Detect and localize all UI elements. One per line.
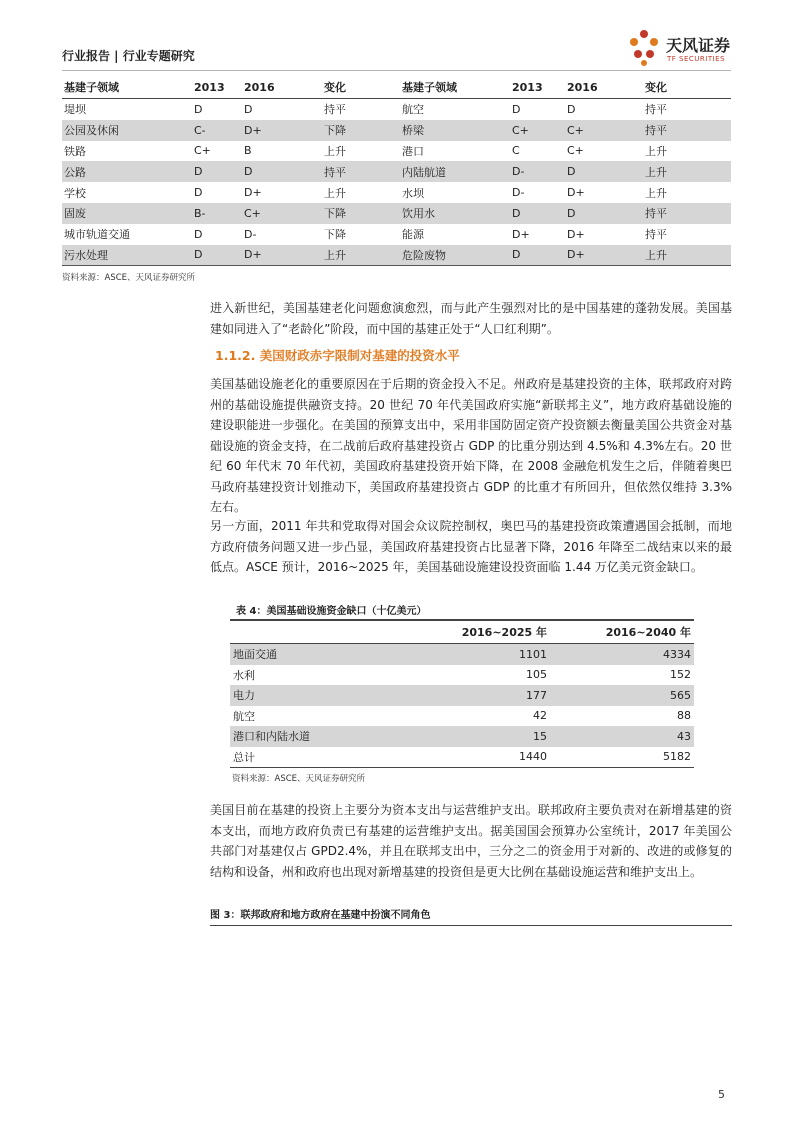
table-row [230, 644, 694, 665]
table-cell: C+ [567, 144, 584, 158]
table-cell: 地面交通 [230, 644, 406, 665]
section-title: 1.1.2. 美国财政赤字限制对基建的投资水平 [215, 348, 460, 363]
table-cell: 港口和内陆水道 [230, 726, 406, 747]
report-header-title: 行业报告 | 行业专题研究 [62, 49, 195, 63]
table-cell: D [194, 245, 244, 266]
table-cell: C+ [567, 120, 645, 141]
header-cell: 2013 [512, 76, 567, 99]
table-cell: 105 [526, 668, 547, 682]
figure3-caption: 图 3：联邦政府和地方政府在基建中扮演不同角色 [210, 906, 732, 926]
table-cell: C- [194, 120, 244, 141]
table-cell: 饮用水 [402, 203, 512, 224]
table-cell: 持平 [645, 103, 667, 117]
infrastructure-grade-table [62, 76, 731, 266]
table-cell: 学校 [64, 186, 86, 200]
table-row [62, 224, 731, 245]
table-cell: D [567, 161, 645, 182]
table-cell: 177 [406, 685, 550, 706]
table-cell: C+ [194, 144, 211, 158]
table-cell: B- [194, 203, 244, 224]
table-cell: 堤坝 [64, 103, 86, 117]
logo-text: 天风证券 [666, 36, 731, 55]
table-cell: 上升 [324, 186, 346, 200]
table-cell: 下降 [324, 120, 402, 141]
table-cell: 固废 [62, 203, 194, 224]
table-cell: 上升 [324, 245, 402, 266]
table-cell: D [194, 186, 203, 200]
table-cell: 上升 [645, 161, 731, 182]
table-cell: D+ [512, 227, 530, 241]
table-cell: B [244, 144, 252, 158]
header-cell: 2016~2040 年 [550, 620, 694, 644]
paragraph-intro: 进入新世纪，美国基建老化问题愈演愈烈，而与此产生强烈对比的是中国基建的蓬勃发展。美国基建如同进入了“老龄化”阶段，而中国的基建正处于“人口红利期”。 [210, 301, 732, 336]
table-cell: D [567, 102, 576, 116]
table-cell: 持平 [645, 120, 731, 141]
table-cell: 持平 [324, 103, 346, 117]
table-cell: 铁路 [64, 144, 86, 158]
header-cell: 基建子领域 [402, 76, 512, 99]
table-row [230, 685, 694, 706]
table-cell: D [567, 203, 645, 224]
table-cell: D [244, 161, 324, 182]
header-cell [230, 620, 406, 644]
table-cell: 42 [533, 709, 547, 723]
header-cell: 基建子领域 [62, 76, 194, 99]
table-cell: 航空 [233, 709, 255, 723]
table-cell: D+ [244, 245, 324, 266]
table-cell: D [512, 203, 567, 224]
table-cell: 污水处理 [62, 245, 194, 266]
table-cell: D- [512, 186, 525, 200]
table-cell: 水坝 [402, 186, 424, 200]
table-row [62, 203, 731, 224]
table-row [62, 245, 731, 266]
table-cell: 桥梁 [402, 120, 512, 141]
table-header-row [62, 76, 731, 99]
table-cell: 城市轨道交通 [64, 228, 130, 242]
table-cell: 4334 [550, 644, 694, 665]
table-row [62, 99, 731, 120]
table-cell: 152 [670, 668, 691, 682]
table-cell: D+ [244, 120, 324, 141]
paragraph-spending: 美国目前在基建的投资上主要分为资本支出与运营维护支出。联邦政府主要负责对在新增基建的资本支出，而地方政府负责已有基建的运营维护支出。据美国国会预算办公室统计，2017 年美国公共部门对基建仅占 GPD2.4%，并且在联邦支出中，三分之二的资金用于对新的、改进的或修复的结构和设备，州和政府也出现对新增基建的投资但是更大比例在基础设施运营和维护支出上。 [210, 803, 732, 879]
table-row [62, 161, 731, 182]
paragraph-funding: 美国基础设施老化的重要原因在于后期的资金投入不足。州政府是基建投资的主体，联邦政府对跨州的基础设施提供融资支持。20 世纪 70 年代美国政府实施“新联邦主义”，地方政府基础设施的建设职能进一步强化。在美国的预算支出中，采用非国防固定资产投资额去衡量美国公共资金对基础设施的资金支持，在二战前后政府基建投资占 GDP 的比重分别达到 4.5%和 4.3%左右。20 世纪 60 年代末 70 年代初，美国政府基建投资开始下降，在 2008 金融危机发生之后，伴随着奥巴马政府基建投资计划推动下，美国政府基建投资占 GDP 的比重才有所回升，但依然仅维持 3.3%左右。 [210, 377, 732, 514]
table4-caption: 表 4：美国基础设施资金缺口（十亿美元） [236, 606, 427, 617]
table-cell: 上升 [645, 144, 667, 158]
table-cell: 上升 [645, 245, 731, 266]
table-cell: 上升 [324, 144, 346, 158]
header-cell: 2016~2025 年 [406, 620, 550, 644]
table-cell: 565 [550, 685, 694, 706]
header-divider [62, 70, 731, 71]
table-cell: 43 [550, 726, 694, 747]
table-row [62, 141, 731, 162]
table-cell: 航空 [402, 103, 424, 117]
table-cell: 持平 [324, 161, 402, 182]
header-cell: 2016 [244, 76, 324, 99]
table-cell: D+ [567, 245, 645, 266]
table-cell: C [512, 144, 520, 158]
table-cell: 水利 [233, 668, 255, 682]
header-cell: 变化 [645, 76, 731, 99]
table-cell: D [194, 102, 203, 116]
table-cell: C+ [244, 203, 324, 224]
logo-mark-icon [626, 28, 662, 68]
table-cell: 下降 [324, 228, 346, 242]
table-cell: D [194, 161, 244, 182]
table-cell: 5182 [550, 747, 694, 768]
header-cell: 变化 [324, 76, 402, 99]
table-row [230, 706, 694, 727]
table-cell: D- [244, 227, 257, 241]
paragraph-policy: 另一方面，2011 年共和党取得对国会众议院控制权，奥巴马的基建投资政策遭遇国会抵制，而地方政府债务问题又进一步凸显，美国政府基建投资占比显著下降，2016 年降至二战结束以来的最低点。ASCE 预计，2016~2025 年，美国基础设施建设投资面临 1.44 万亿美元资金缺口。 [210, 519, 732, 574]
table-cell: D+ [244, 186, 262, 200]
table-cell: 1440 [406, 747, 550, 768]
table-cell: 能源 [402, 228, 424, 242]
table-header-row [230, 620, 694, 644]
header-cell: 2016 [567, 76, 645, 99]
table-row [230, 726, 694, 747]
company-logo [626, 28, 736, 70]
table-cell: 持平 [645, 203, 731, 224]
table-cell: 公路 [62, 161, 194, 182]
table-cell: 公园及休闲 [62, 120, 194, 141]
table4-source-note: 资料来源：ASCE、天风证券研究所 [232, 774, 366, 784]
table-cell: D- [512, 161, 567, 182]
table-cell: 电力 [230, 685, 406, 706]
table-cell: 1101 [406, 644, 550, 665]
table-source-note: 资料来源：ASCE、天风证券研究所 [62, 273, 196, 283]
table-cell: 港口 [402, 144, 424, 158]
table-row [62, 182, 731, 203]
table-cell: D [244, 102, 253, 116]
table-cell: 内陆航道 [402, 161, 512, 182]
table-cell: 15 [406, 726, 550, 747]
table-cell: D [512, 102, 521, 116]
table-cell: 上升 [645, 186, 667, 200]
table-cell: 88 [677, 709, 691, 723]
table-row [230, 665, 694, 686]
logo-subtext: TF SECURITIES [667, 55, 726, 63]
table-cell: C+ [512, 120, 567, 141]
page-number: 5 [718, 1088, 725, 1101]
header-cell: 2013 [194, 76, 244, 99]
funding-gap-table [230, 619, 694, 768]
table-cell: 下降 [324, 203, 402, 224]
table-cell: D+ [567, 186, 585, 200]
table-cell: D [194, 227, 203, 241]
table-cell: D [512, 245, 567, 266]
table-cell: D+ [567, 227, 585, 241]
table-cell: 总计 [230, 747, 406, 768]
table-row [230, 747, 694, 768]
table-cell: 持平 [645, 228, 667, 242]
table-cell: 危险废物 [402, 245, 512, 266]
table-row [62, 120, 731, 141]
